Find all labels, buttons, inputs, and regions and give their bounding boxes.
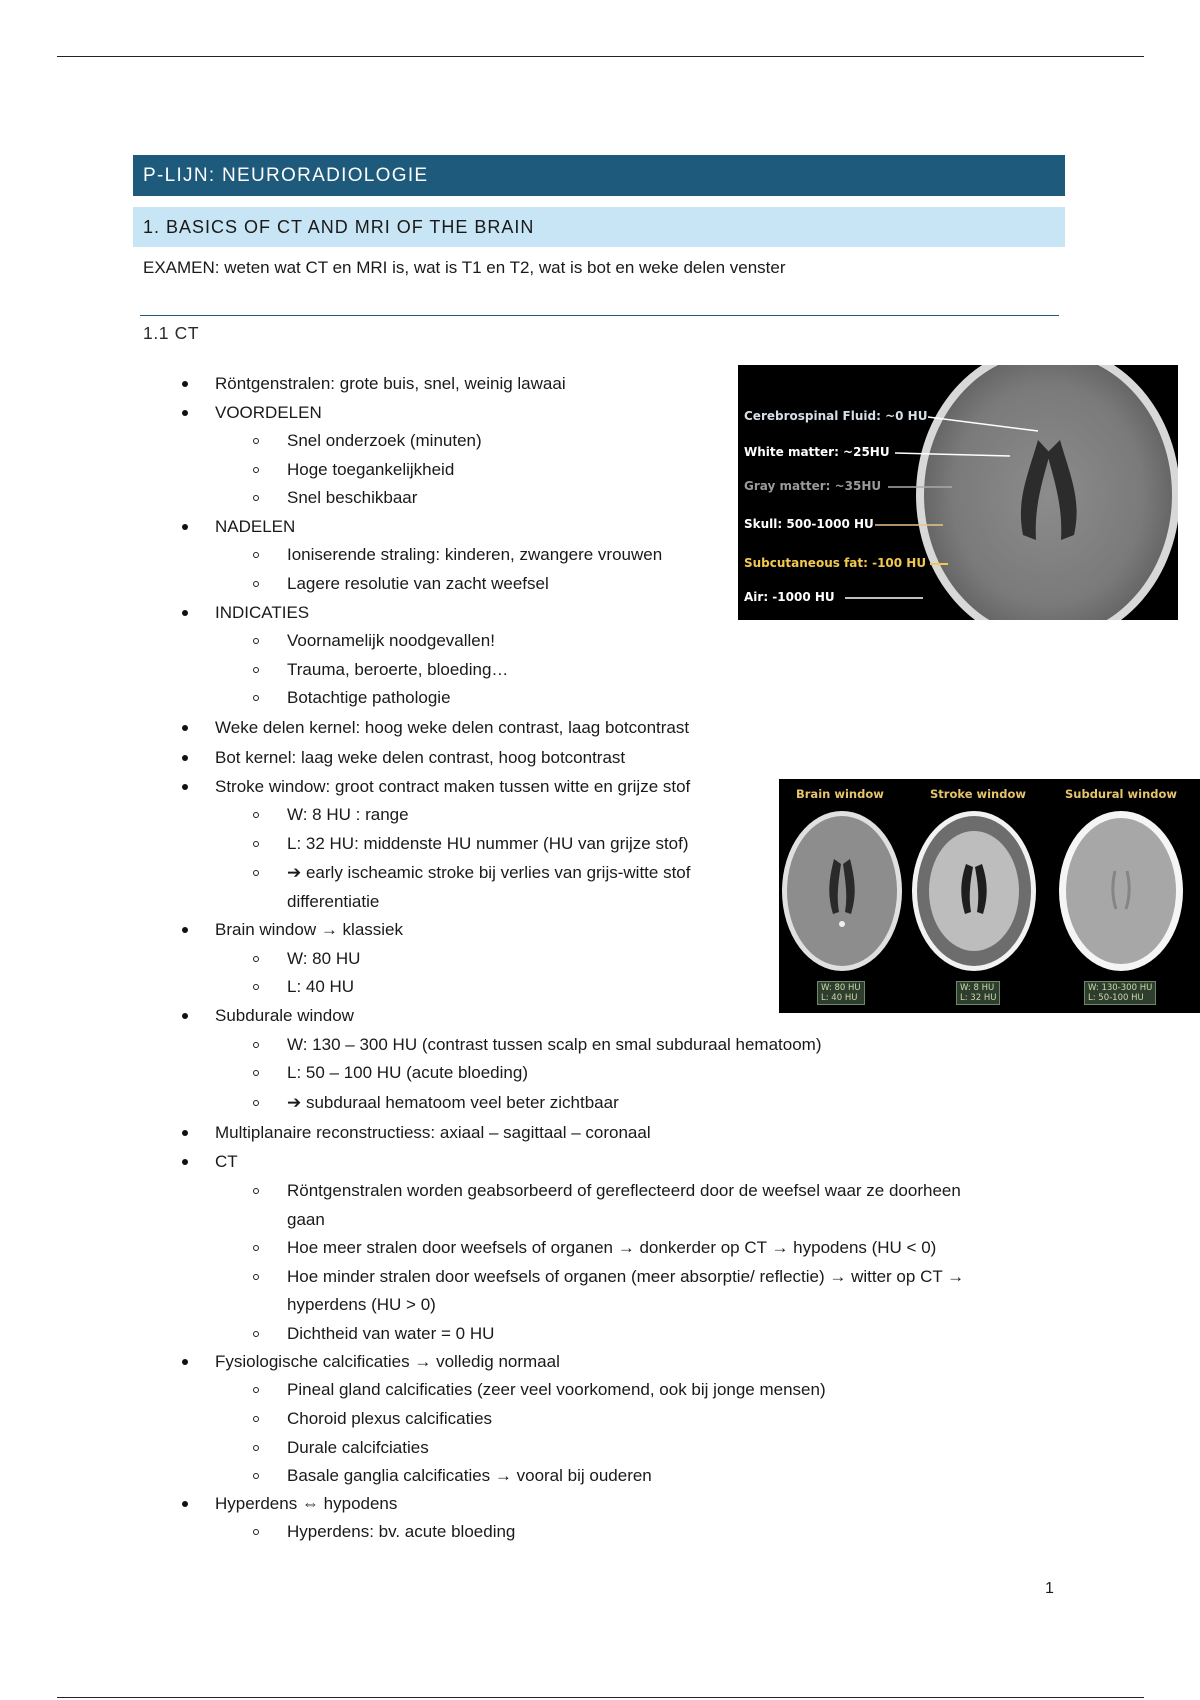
sub-bullet-item: Hoe meer stralen door weefsels of organen → donkerder op CT → hypodens (HU < 0) [287,1238,937,1257]
window-title-stroke: Stroke window [930,787,1027,801]
sub-bullet-item: Ioniserende straling: kinderen, zwangere vrouwen [287,545,663,564]
bullet-dot [182,410,188,416]
bullet-item: Fysiologische calcificaties → volledig normaal [215,1352,560,1371]
sub-bullet-circle [253,1331,259,1337]
sub-bullet-item: Hoe minder stralen door weefsels of organen (meer absorptie/ reflectie) → witter op CT → [287,1267,965,1286]
sub-bullet-circle [253,552,259,558]
stroke-window-level: L: 32 HU [960,993,997,1003]
sub-bullet-item: L: 50 – 100 HU (acute bloeding) [287,1063,528,1082]
sub-bullet-item: ➔ early ischeamic stroke bij verlies van grijs-witte stof [287,863,691,882]
sub-bullet-circle [253,984,259,990]
page-number: 1 [1045,1580,1054,1597]
hu-label-air: Air: -1000 HU [744,590,835,604]
sub-bullet-circle [253,495,259,501]
sub-bullet-item: W: 80 HU [287,949,361,968]
bullet-item: VOORDELEN [215,403,322,422]
sub-bullet-item: W: 130 – 300 HU (contrast tussen scalp en smal subduraal hematoom) [287,1035,822,1054]
brain-window-width: W: 80 HU [821,983,861,993]
bullet-dot [182,1359,188,1365]
sub-bullet-circle [253,812,259,818]
window-title-brain: Brain window [796,787,884,801]
sub-bullet-circle [253,467,259,473]
sub-bullet-item: Basale ganglia calcificaties → vooral bij ouderen [287,1466,652,1485]
bullet-dot [182,725,188,731]
window-values-subdural [1084,981,1156,1005]
bullet-dot [182,1501,188,1507]
ct-windows-images [779,779,1200,1013]
subdural-window-level: L: 50-100 HU [1088,993,1144,1003]
sub-bullet-item: Dichtheid van water = 0 HU [287,1324,495,1343]
sub-bullet-circle [253,1387,259,1393]
bullet-item: Subdurale window [215,1006,354,1025]
sub-bullet-item: Pineal gland calcificaties (zeer veel voorkomend, ook bij jonge mensen) [287,1380,826,1399]
sub-bullet-item: Hoge toegankelijkheid [287,460,455,479]
bullet-item: Bot kernel: laag weke delen contrast, hoog botcontrast [215,748,626,767]
bullet-dot [182,755,188,761]
bullet-dot [182,784,188,790]
ct-hu-figure [738,365,1178,620]
bullet-dot [182,927,188,933]
sub-bullet-circle [253,1529,259,1535]
sub-bullet-item: Trauma, beroerte, bloeding… [287,660,509,679]
sub-bullet-item: Hyperdens: bv. acute bloeding [287,1522,516,1541]
sub-bullet-item: Snel beschikbaar [287,488,418,507]
section-heading-1-1: 1.1 CT [143,323,200,343]
bullet-dot [182,381,188,387]
sub-bullet-circle [253,1042,259,1048]
hu-label-gray-matter: Gray matter: ~35HU [744,479,882,493]
hu-label-csf: Cerebrospinal Fluid: ~0 HU [744,409,928,423]
sub-bullet-circle [253,1473,259,1479]
sub-bullet-circle [253,438,259,444]
bullet-item: CT [215,1152,238,1171]
bullet-item: Weke delen kernel: hoog weke delen contrast, laag botcontrast [215,718,690,737]
sub-bullet-circle [253,638,259,644]
sub-bullet-item: ➔ subduraal hematoom veel beter zichtbaar [287,1093,619,1112]
sub-bullet-item: W: 8 HU : range [287,805,409,824]
bullet-dot [182,610,188,616]
sub-bullet-item: Snel onderzoek (minuten) [287,431,482,450]
exam-note: EXAMEN: weten wat CT en MRI is, wat is T1 en T2, wat is bot en weke delen venster [143,258,786,277]
bullet-dot [182,1130,188,1136]
bullet-item: Brain window → klassiek [215,920,404,939]
sub-bullet-circle [253,870,259,876]
sub-bullet-circle [253,581,259,587]
bullet-item: Stroke window: groot contract maken tussen witte en grijze stof [215,777,691,796]
hu-label-white-matter: White matter: ~25HU [744,445,890,459]
sub-bullet-item: L: 32 HU: middenste HU nummer (HU van grijze stof) [287,834,689,853]
sub-bullet-item: Voornamelijk noodgevallen! [287,631,495,650]
window-values-brain [817,981,865,1005]
bullet-dot [182,1013,188,1019]
bullet-item: Multiplanaire reconstructiess: axiaal – sagittaal – coronaal [215,1123,651,1142]
sub-bullet-circle [253,1416,259,1422]
sub-bullet-circle [253,956,259,962]
sub-bullet-circle [253,1100,259,1106]
bullet-item: Röntgenstralen: grote buis, snel, weinig lawaai [215,374,566,393]
hu-label-subcutaneous-fat: Subcutaneous fat: -100 HU [744,556,927,570]
subdural-window-width: W: 130-300 HU [1088,983,1153,993]
sub-bullet-circle [253,667,259,673]
sub-bullet-item: Choroid plexus calcificaties [287,1409,493,1428]
sub-bullet-circle [253,695,259,701]
bullet-item: INDICATIES [215,603,310,622]
bullet-item: Hyperdens ⇔ hypodens [215,1494,398,1513]
sub-bullet-item: Durale calcifciaties [287,1438,429,1457]
sub-bullet-item: differentiatie [287,892,380,911]
sub-bullet-item: Botachtige pathologie [287,688,451,707]
window-title-subdural: Subdural window [1065,787,1178,801]
sub-bullet-circle [253,841,259,847]
sub-bullet-circle [253,1445,259,1451]
sub-bullet-circle [253,1274,259,1280]
sub-bullet-item: Röntgenstralen worden geabsorbeerd of gereflecteerd door de weefsel waar ze doorheen [287,1181,961,1200]
bullet-item: NADELEN [215,517,296,536]
ct-windows-figure [779,779,1200,1013]
stroke-window-width: W: 8 HU [960,983,995,993]
hu-label-skull: Skull: 500-1000 HU [744,517,874,531]
section-heading-1: 1. BASICS OF CT AND MRI OF THE BRAIN [133,207,1065,247]
sub-bullet-circle [253,1188,259,1194]
sub-bullet-item: hyperdens (HU > 0) [287,1295,436,1314]
page-bottom-rule [57,1697,1144,1698]
sub-bullet-circle [253,1070,259,1076]
document-title: P-LIJN: NEURORADIOLOGIE [133,155,1065,196]
window-values-stroke [956,981,1000,1005]
sub-bullet-item: L: 40 HU [287,977,355,996]
bullet-dot [182,524,188,530]
sub-bullet-circle [253,1245,259,1251]
sub-bullet-item: gaan [287,1210,325,1229]
bullet-dot [182,1159,188,1165]
brain-window-level: L: 40 HU [821,993,858,1003]
sub-bullet-item: Lagere resolutie van zacht weefsel [287,574,549,593]
